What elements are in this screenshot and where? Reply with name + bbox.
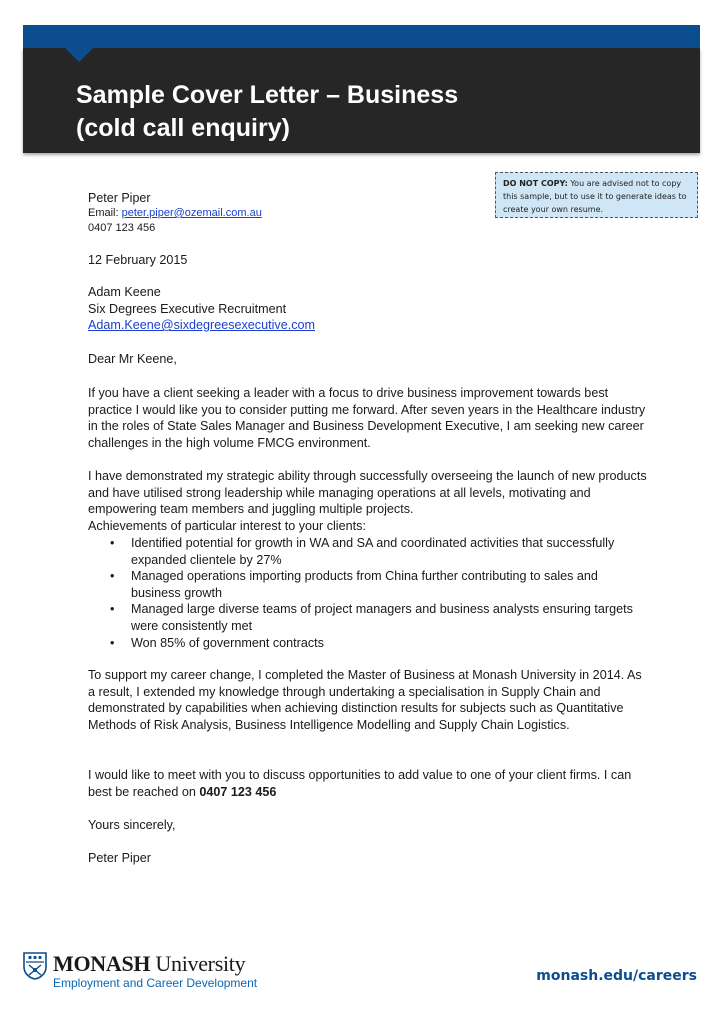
achievement-text: Managed large diverse teams of project managers and business analysts ensuring targets were consistently met — [131, 602, 633, 633]
bullet-icon: • — [110, 536, 115, 550]
paragraph-strategy: I have demonstrated my strategic ability through successfully overseeing the launch of new products and have utilised strong leadership while managing operations at all levels, motivating and empowering team members and juggling multiple projects. — [88, 469, 647, 517]
footer-subtitle: Employment and Career Development — [53, 976, 258, 990]
achievement-text: Identified potential for growth in WA and SA and coordinated activities that successfully expanded clientele by 27% — [131, 536, 615, 567]
sender-name: Peter Piper — [88, 191, 151, 205]
contact-text: I would like to meet with you to discuss opportunities to add value to one of your client firms. I can best be reached on — [88, 768, 632, 799]
recipient-email-link[interactable]: Adam.Keene@sixdegreesexecutive.com — [88, 318, 315, 333]
monash-wordmark: MONASH University — [53, 951, 246, 976]
header-accent-band — [23, 25, 700, 48]
note-text: You are advised not to copy this sample, but to use it to generate ideas to create your own resume. — [503, 179, 687, 214]
paragraph-education: To support my career change, I completed the Master of Business at Monash University in 2014. As a result, I extended my knowledge through undertaking a specialisation in Supply Chain and demonstrated by capabilities when achieving distinction results for subjects such as Quantitative Methods of Risk Analysis, Business Intelligence Modelling and Supply Chain Logistics. — [88, 668, 642, 732]
list-item — [110, 568, 645, 601]
note-label: DO NOT COPY: — [503, 179, 568, 188]
do-not-copy-note — [495, 172, 698, 218]
recipient-block — [88, 284, 648, 334]
list-item — [110, 535, 645, 568]
monash-crest-icon — [23, 952, 47, 980]
recipient-name: Adam Keene — [88, 285, 161, 299]
letter-date: 12 February 2015 — [88, 253, 188, 267]
sender-phone: 0407 123 456 — [88, 222, 156, 234]
header-notch — [65, 48, 93, 62]
sender-email-link[interactable]: peter.piper@ozemail.com.au — [121, 207, 262, 219]
title-line-2: (cold call enquiry) — [76, 114, 290, 142]
page-title — [76, 79, 458, 145]
bullet-icon: • — [110, 602, 115, 617]
list-item — [110, 635, 645, 652]
contact-phone: 0407 123 456 — [199, 784, 277, 799]
list-item — [110, 601, 645, 634]
monash-logo — [23, 952, 283, 992]
achievements-heading: Achievements of particular interest to your clients: — [88, 519, 366, 533]
achievements-list — [110, 535, 645, 651]
achievement-text: Managed operations importing products from China further contributing to sales and business growth — [131, 569, 598, 600]
closing: Yours sincerely, — [88, 818, 176, 832]
bullet-icon: • — [110, 569, 115, 584]
bullet-icon: • — [110, 635, 115, 650]
sender-email-line — [88, 206, 262, 221]
careers-url: monash.edu/careers — [536, 968, 697, 984]
achievement-text: Won 85% of government contracts — [131, 635, 324, 650]
recipient-company: Six Degrees Executive Recruitment — [88, 301, 287, 316]
salutation: Dear Mr Keene, — [88, 352, 177, 366]
signoff-name: Peter Piper — [88, 851, 151, 865]
paragraph-contact — [88, 767, 648, 800]
sender-block — [88, 190, 262, 236]
title-line-1: Sample Cover Letter – Business — [76, 81, 459, 109]
sender-email-label: Email: — [88, 207, 119, 219]
paragraph-intro: If you have a client seeking a leader with a focus to drive business improvement towards best practice I would like you to consider putting me forward. After seven years in the Healthcare industry in the roles of State Sales Manager and Business Development Executive, I am seeking new career challenges in the high volume FMCG environment. — [88, 386, 646, 450]
